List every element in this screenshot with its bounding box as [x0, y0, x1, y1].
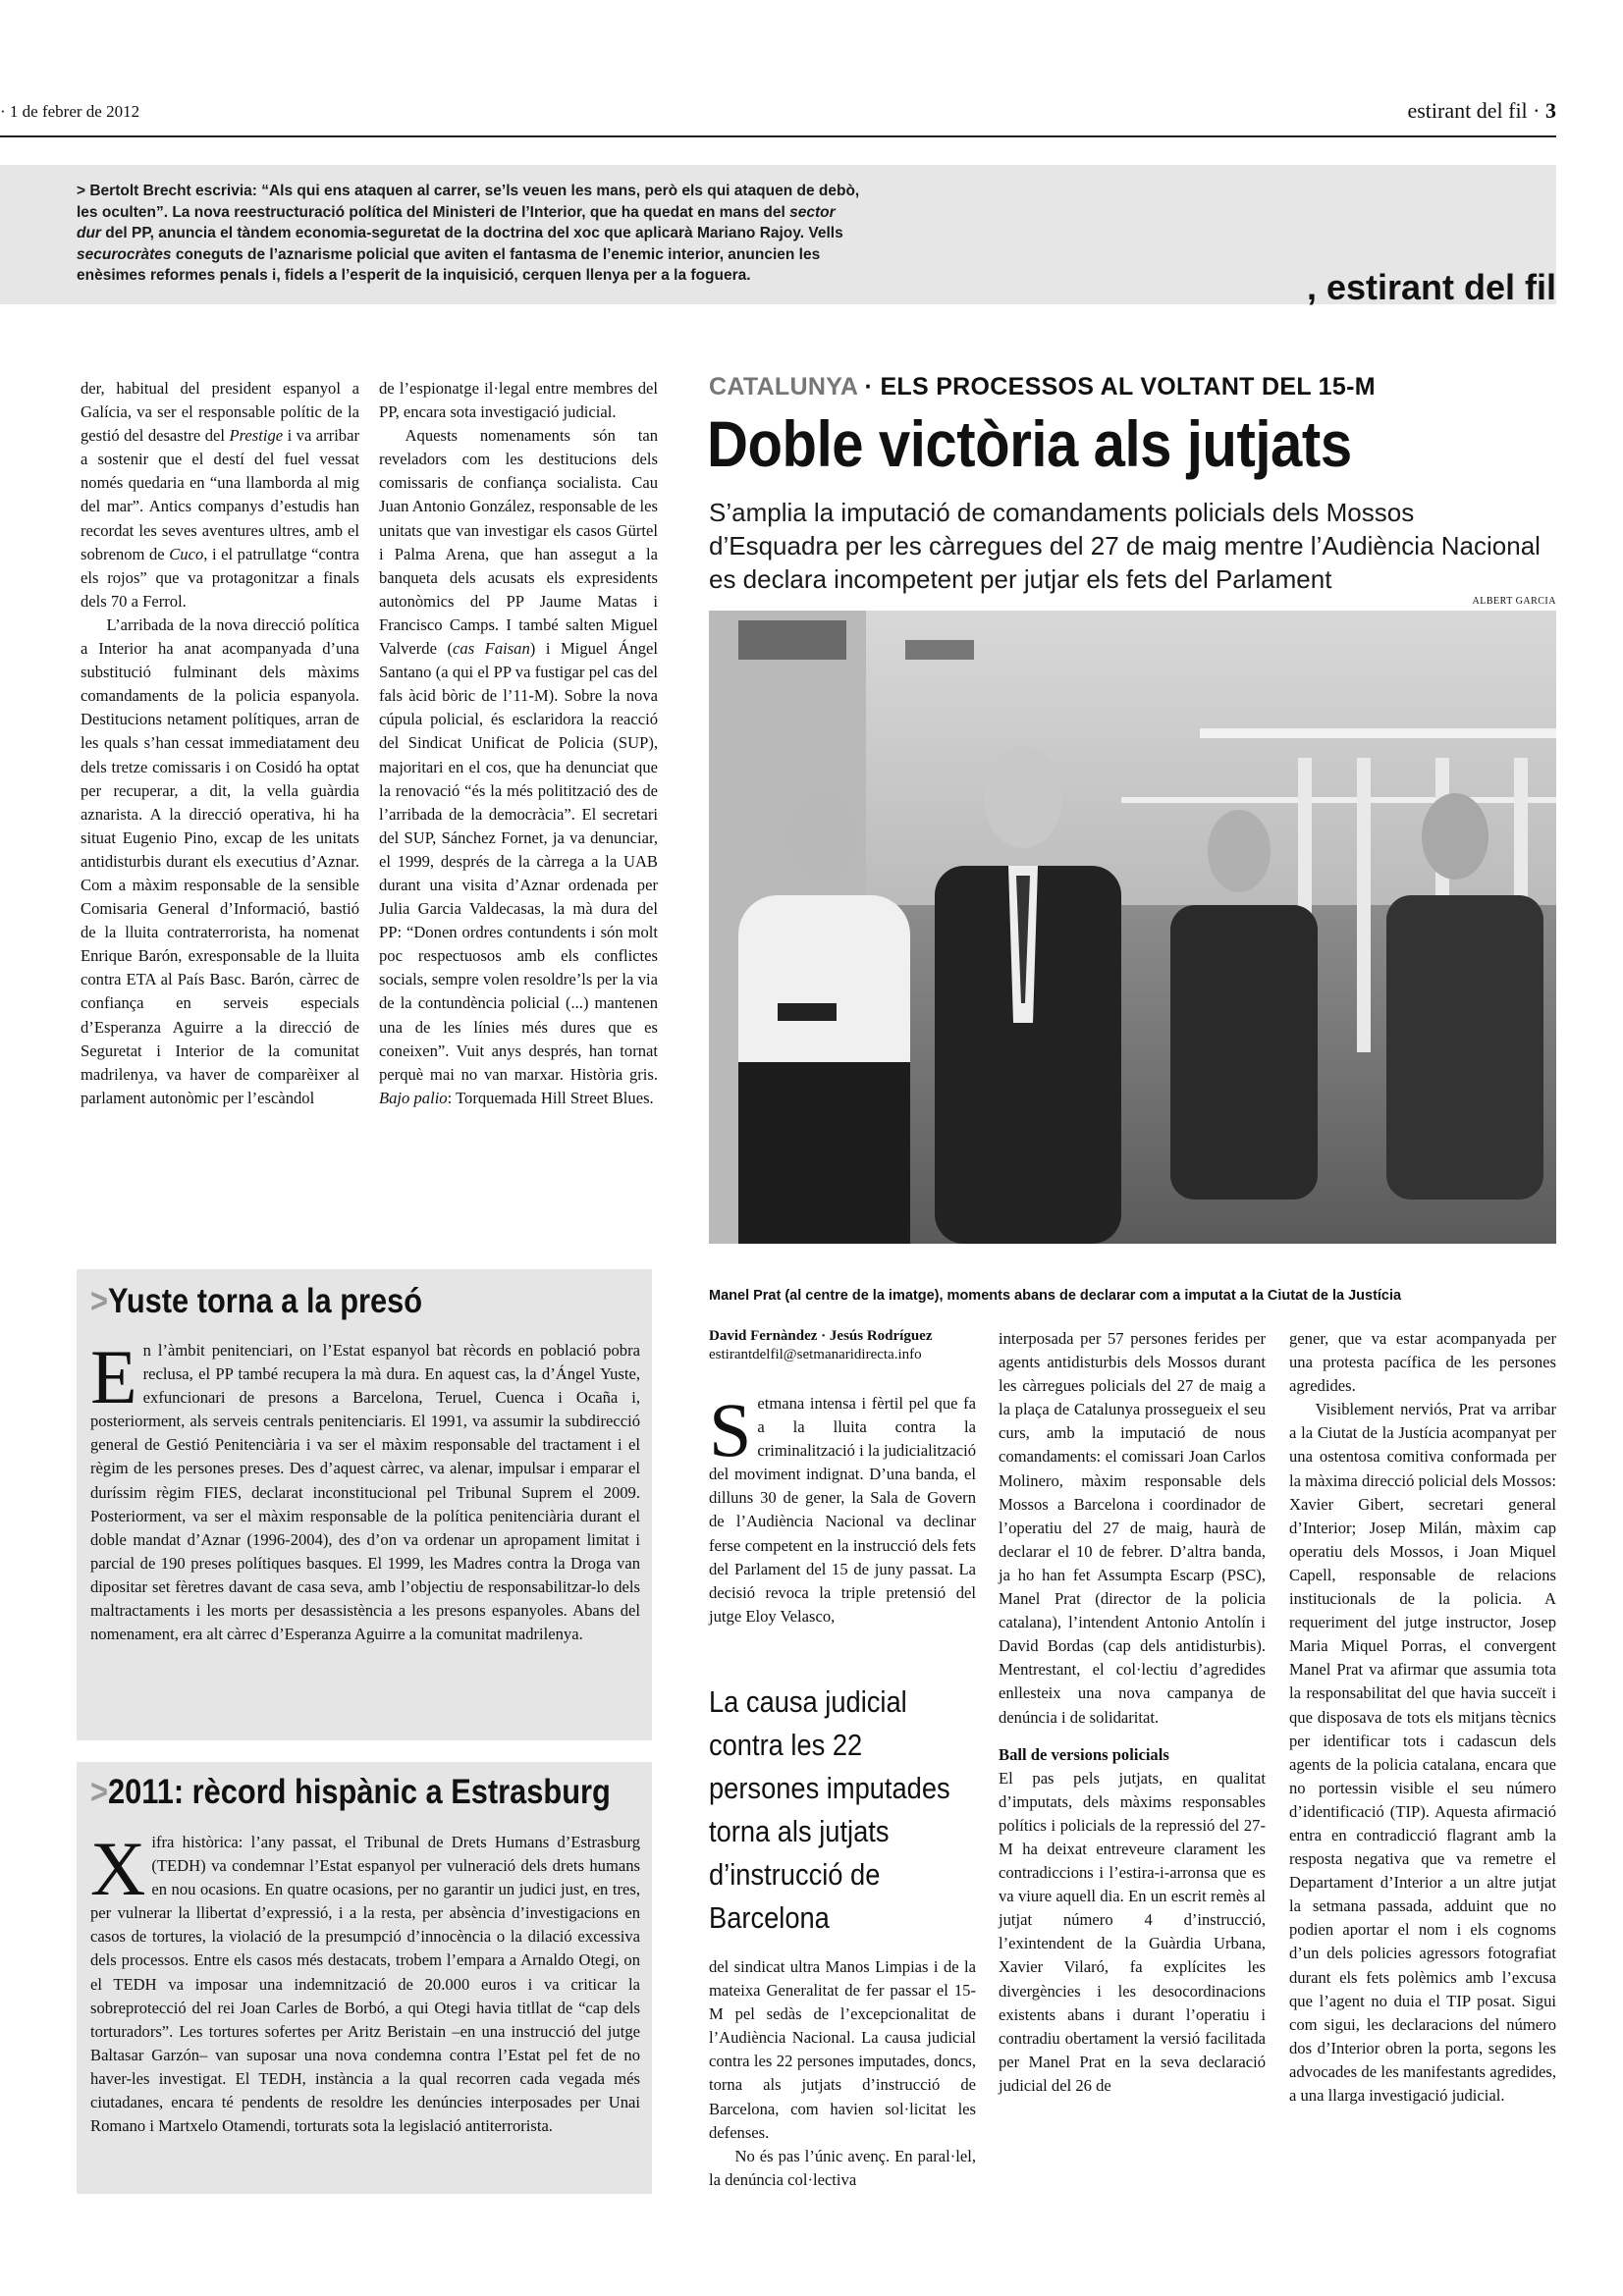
article-column-c: Setmana intensa i fèrtil pel que fa a la lluita contra la criminalització i la judicialització del moviment indignat. D’una banda, el dilluns 30 de gener, la Sala de Govern de l’Audiència Nacional va declinar ferse competent en la instrucció dels fets del Parlament del 15 de juny passat. La decisió revoca la triple pretensió del jutge Eloy Velasco, — [709, 1387, 976, 1626]
header-rule — [0, 135, 1556, 137]
section-name: estirant del fil — [1407, 98, 1528, 123]
intro-text: > Bertolt Brecht escrivia: “Als qui ens ataquen al carrer, se’ls veuen les mans, però els qui ataquen de debò, les oculten”. La nova reestructuració política del Ministeri de l’Interior, que ha quedat en mans del sector dur del PP, anuncia el tàndem economia-seguretat de la doctrina del xoc que aplicarà Mariano Rajoy. Vells securocràtes coneguts de l’aznarisme policial que aviten el fantasma de l’enemic interior, anuncien les enèsimes reformes penals i, fidels a l’esperit de la inquisició, cerquen llenya per a la foguera. — [77, 183, 860, 284]
byline-names: David Fernàndez · Jesús Rodríguez — [709, 1328, 933, 1344]
subheading: Ball de versions policials — [999, 1744, 1169, 1764]
pull-quote: La causa judicial contra les 22 persones imputades torna als jutjats d’instrucció de Barcelona — [709, 1684, 950, 1935]
section-brand: , estirant del fil — [1306, 267, 1556, 307]
byline — [709, 1327, 976, 1364]
article-column-d: interposada per 57 persones ferides per agents antidisturbis dels Mossos durant les càrregues policials del 27 de maig a la plaça de Catalunya prossegueix el seu curs, amb la imputació de nous comandaments: el comissari Joan Carlos Molinero, màxim responsable dels Mossos a Barcelona i coordinador de l’operatiu del 27 de maig, haurà de declarar el 10 de febrer. D’altra banda, ja ho han fet Assumpta Escarp (PSC), Manel Prat (director de la policia catalana), l’intendent Antonio Antolín i David Bordas (cap dels antidisturbis). Mentrestant, el col·lectiu d’agredides enllesteix una nova campanya de denúncia i de solidaritat. Ball de versions policials El pas pels jutjats, en qualitat d’imputats, dels màxims responsables polítics i policials de la repressió del 27-M ha deixat entreveure clarament les contradiccions i l’estira-i-arronsa que es va viure aquell dia. En un escrit remès al jutjat número 4 d’instrucció, l’exintendent de la Guàrdia Urbana, Xavier Vilaró, fa explícites les divergències i les desocordinacions existents abans i durant l’operatiu i contradiu obertament la versió facilitada per Manel Prat en la seva declaració judicial del 26 de — [999, 1329, 1266, 2095]
box-body: En l’àmbit penitenciari, on l’Estat espanyol bat rècords en població pobra reclusa, el PP també recupera la mà dura. En aquest cas, la d’Ángel Yuste, exfuncionari de presons a Barcelona, Teruel, Cuenca i Ocaña i, posteriorment, als serveis centrals penitenciaris. El 1991, va assumir la subdirecció general de Gestió Penitenciària i va ser el màxim responsable del tractament i el règim de les persones preses. Des d’aquest càrrec, va alenar, impulsar i emparar el duríssim règim FIES, declarat inconstitucional pel Tribunal Suprem el 2009. Posteriorment, va ser el màxim responsable de la política penitenciària durant el doble mandat d’Aznar (1996-2004), des d’on va ordenar un apropament limitat i parcial de 190 preses polítiques basques. El 1999, les Madres contra la Droga van dipositar set fèretres davant de casa seva, amb l’objectiu de responsabilitzar-lo dels maltractaments i les morts per desassistència a les presons espanyoles. Abans del nomenament, era alt càrrec d’Esperanza Aguirre a la comunitat madrilenya. — [90, 1334, 640, 1644]
section-header: estirant del fil · 3 — [1407, 98, 1556, 123]
article-column-c-cont: del sindicat ultra Manos Limpias i de la mateixa Generalitat de fer passar el 15-M pel sedàs de l’excepcionalitat de l’Audiència Nacional. La causa judicial contra les 22 persones imputades, doncs, torna als jutjats d’instrucció de Barcelona, com havien sol·licitat les defenses. No és pas l’únic avenç. En paral·lel, la denúncia col·lectiva — [709, 1957, 976, 2189]
box-body: Xifra històrica: l’any passat, el Tribunal de Drets Humans d’Estrasburg (TEDH) va condemnar l’Estat espanyol per vulneració dels drets humans en nou ocasions. En quatre ocasions, per no garantir un judici just, en tres, per vulnerar la llibertat d’expressió, i a la resta, per absència d’investigacions en casos de tortures, la violació de la presumpció d’innocència o la dilació excessiva dels processos. Entre els casos més destacats, trobem l’empara a Arnaldo Otegi, on el TEDH va imposar una indemnització de 20.000 euros i va criticar la sobreprotecció del rei Joan Carles de Borbó, a qui Otegi havia titllat de “cap dels torturadors”. Les tortures sofertes per Aritz Beristain –en una instrucció del jutge Baltasar Garzón– van suposar una nova condemna contra l’Estat pel fet de no haver-les investigat. El TEDH, instància a la qual recorren cada vegada més ciutadanes, encara té pendents de resoldre les denúncies interposades per Unai Romano i Martxelo Otamendi, torturats sota la legislació antiterrorista. — [90, 1826, 640, 2136]
news-photo — [709, 611, 1556, 1244]
issue-date: · 1 de febrer de 2012 — [0, 102, 140, 121]
article-column-e: gener, que va estar acompanyada per una protesta pacífica de les persones agredides. Visiblement nerviós, Prat va arribar a la Ciutat de la Justícia acompanyat per una ostentosa comitiva conformada per la màxima direcció policial dels Mossos: Xavier Gibert, secretari general d’Interior; Josep Milán, màxim cap operatiu dels Mossos, i Joan Miquel Capell, responsable de relacions institucionals de la policia. A requeriment del jutge instructor, Josep Maria Miquel Porras, el convergent Manel Prat va afirmar que assumia tota la responsabilitat del que havia succeït i que disposava de tots els mitjans tècnics per identificar tots i cadascun dels agents de la policia catalana, encara que no portessin visible el seu número d’identificació (TIP). Aquesta afirmació entra en contradicció flagrant amb la resposta negativa que va remetre el Departament d’Interior a un altre jutjat la setmana passada, adduint que no podien aportar el nom i els cognoms d’un dels policies agressors fotografiat durant els fets polèmics amb l’excusa que l’agent no duia el TIP posat. Sigui com sigui, les declaracions del número dos d’Interior obren la porta, segons les advocades de les manifestants agredides, a una llarga investigació judicial. — [1289, 1329, 1556, 2105]
headline: Doble victòria als jutjats — [707, 407, 1352, 480]
body-column-b: de l’espionatge il·legal entre membres del PP, encara sota investigació judicial. Aquests nomenaments són tan reveladors com les destitucions dels comissaris de confiança socialista. Cau Juan Antonio González, responsable de les unitats que van investigar els casos Gürtel i Palma Arena, que han assegut a la banqueta dels acusats els expresidents autonòmics del PP Jaume Matas i Francisco Camps. I també salten Miguel Valverde (cas Faisan) i Miguel Ángel Santano (a qui el PP va fustigar pel cas del fals àcid bòric de l’11-M). Sobre la nova cúpula policial, és esclaridora la reacció del Sindicat Unificat de Policia (SUP), majoritari en el cos, que ha denunciat que la renovació “és la més politització des de l’arribada de la democràcia”. El secretari del SUP, Sánchez Fornet, ja va denunciar, el 1999, després de la càrrega a la UAB durant una visita d’Aznar ordenada per Julia Garcia Valdecasas, la mà dura del PP: “Donen ordres contundents i són molt poc respectuosos amb els conflictes socials, sempre volen resoldre’ls per la via de la contundència policial (...) mantenen una de les línies més dures que es coneixen”. Vuit anys després, han tornat perquè mai no van marxar. Història gris. Bajo palio: Torquemada Hill Street Blues. — [379, 379, 658, 1107]
box-title: >Yuste torna a la presó — [90, 1282, 423, 1320]
photo-credit: ALBERT GARCIA — [1472, 596, 1556, 607]
photo-caption: Manel Prat (al centre de la imatge), moments abans de declarar com a imputat a la Ciutat de la Justícia — [709, 1288, 1402, 1304]
box-title: >2011: rècord hispànic a Estrasburg — [90, 1773, 611, 1811]
page-number: 3 — [1545, 98, 1556, 123]
kicker: CATALUNYA · ELS PROCESSOS AL VOLTANT DEL 15-M — [709, 373, 1376, 400]
byline-email: estirantdelfil@setmanaridirecta.info — [709, 1347, 922, 1362]
body-column-a: der, habitual del president espanyol a Galícia, va ser el responsable polític de la gestió del desastre del Prestige i va arribar a sostenir que el destí del fuel vessat només quedaria en “una llamborda al mig del mar”. Antics companys d’estudis han recordat les seves aventures ultres, amb el sobrenom de Cuco, i el patrullatge “contra els rojos” que va protagonitzar a finals dels 70 a Ferrol. L’arribada de la nova direcció política a Interior ha anat acompanyada d’una substitució fulminant dels màxims comandaments de la policia espanyola. Destitucions netament polítiques, arran de les quals s’han cessat immediatament deu dels tretze comissaris i on Cosidó ha optat per recuperar, a dit, la vella guàrdia aznarista. A la direcció operativa, hi ha situat Eugenio Pino, excap de les unitats antidisturbis durant els executius d’Aznar. Com a màxim responsable de la sensible Comisaria General d’Informació, bastió de la lluita contraterrorista, ha nomenat Enrique Barón, exresponsable de la lluita contra ETA al País Basc. Barón, càrrec de confiança en serveis especials d’Esperanza Aguirre a la direcció de Seguretat i Interior de la comunitat madrilenya, va haver de comparèixer al parlament autonòmic per l’escàndol — [81, 379, 360, 1107]
deck: S’amplia la imputació de comandaments policials dels Mossos d’Esquadra per les càrregues del 27 de maig mentre l’Audiència Nacional es declara incompetent per jutjar els fets del Parlament — [709, 498, 1541, 594]
